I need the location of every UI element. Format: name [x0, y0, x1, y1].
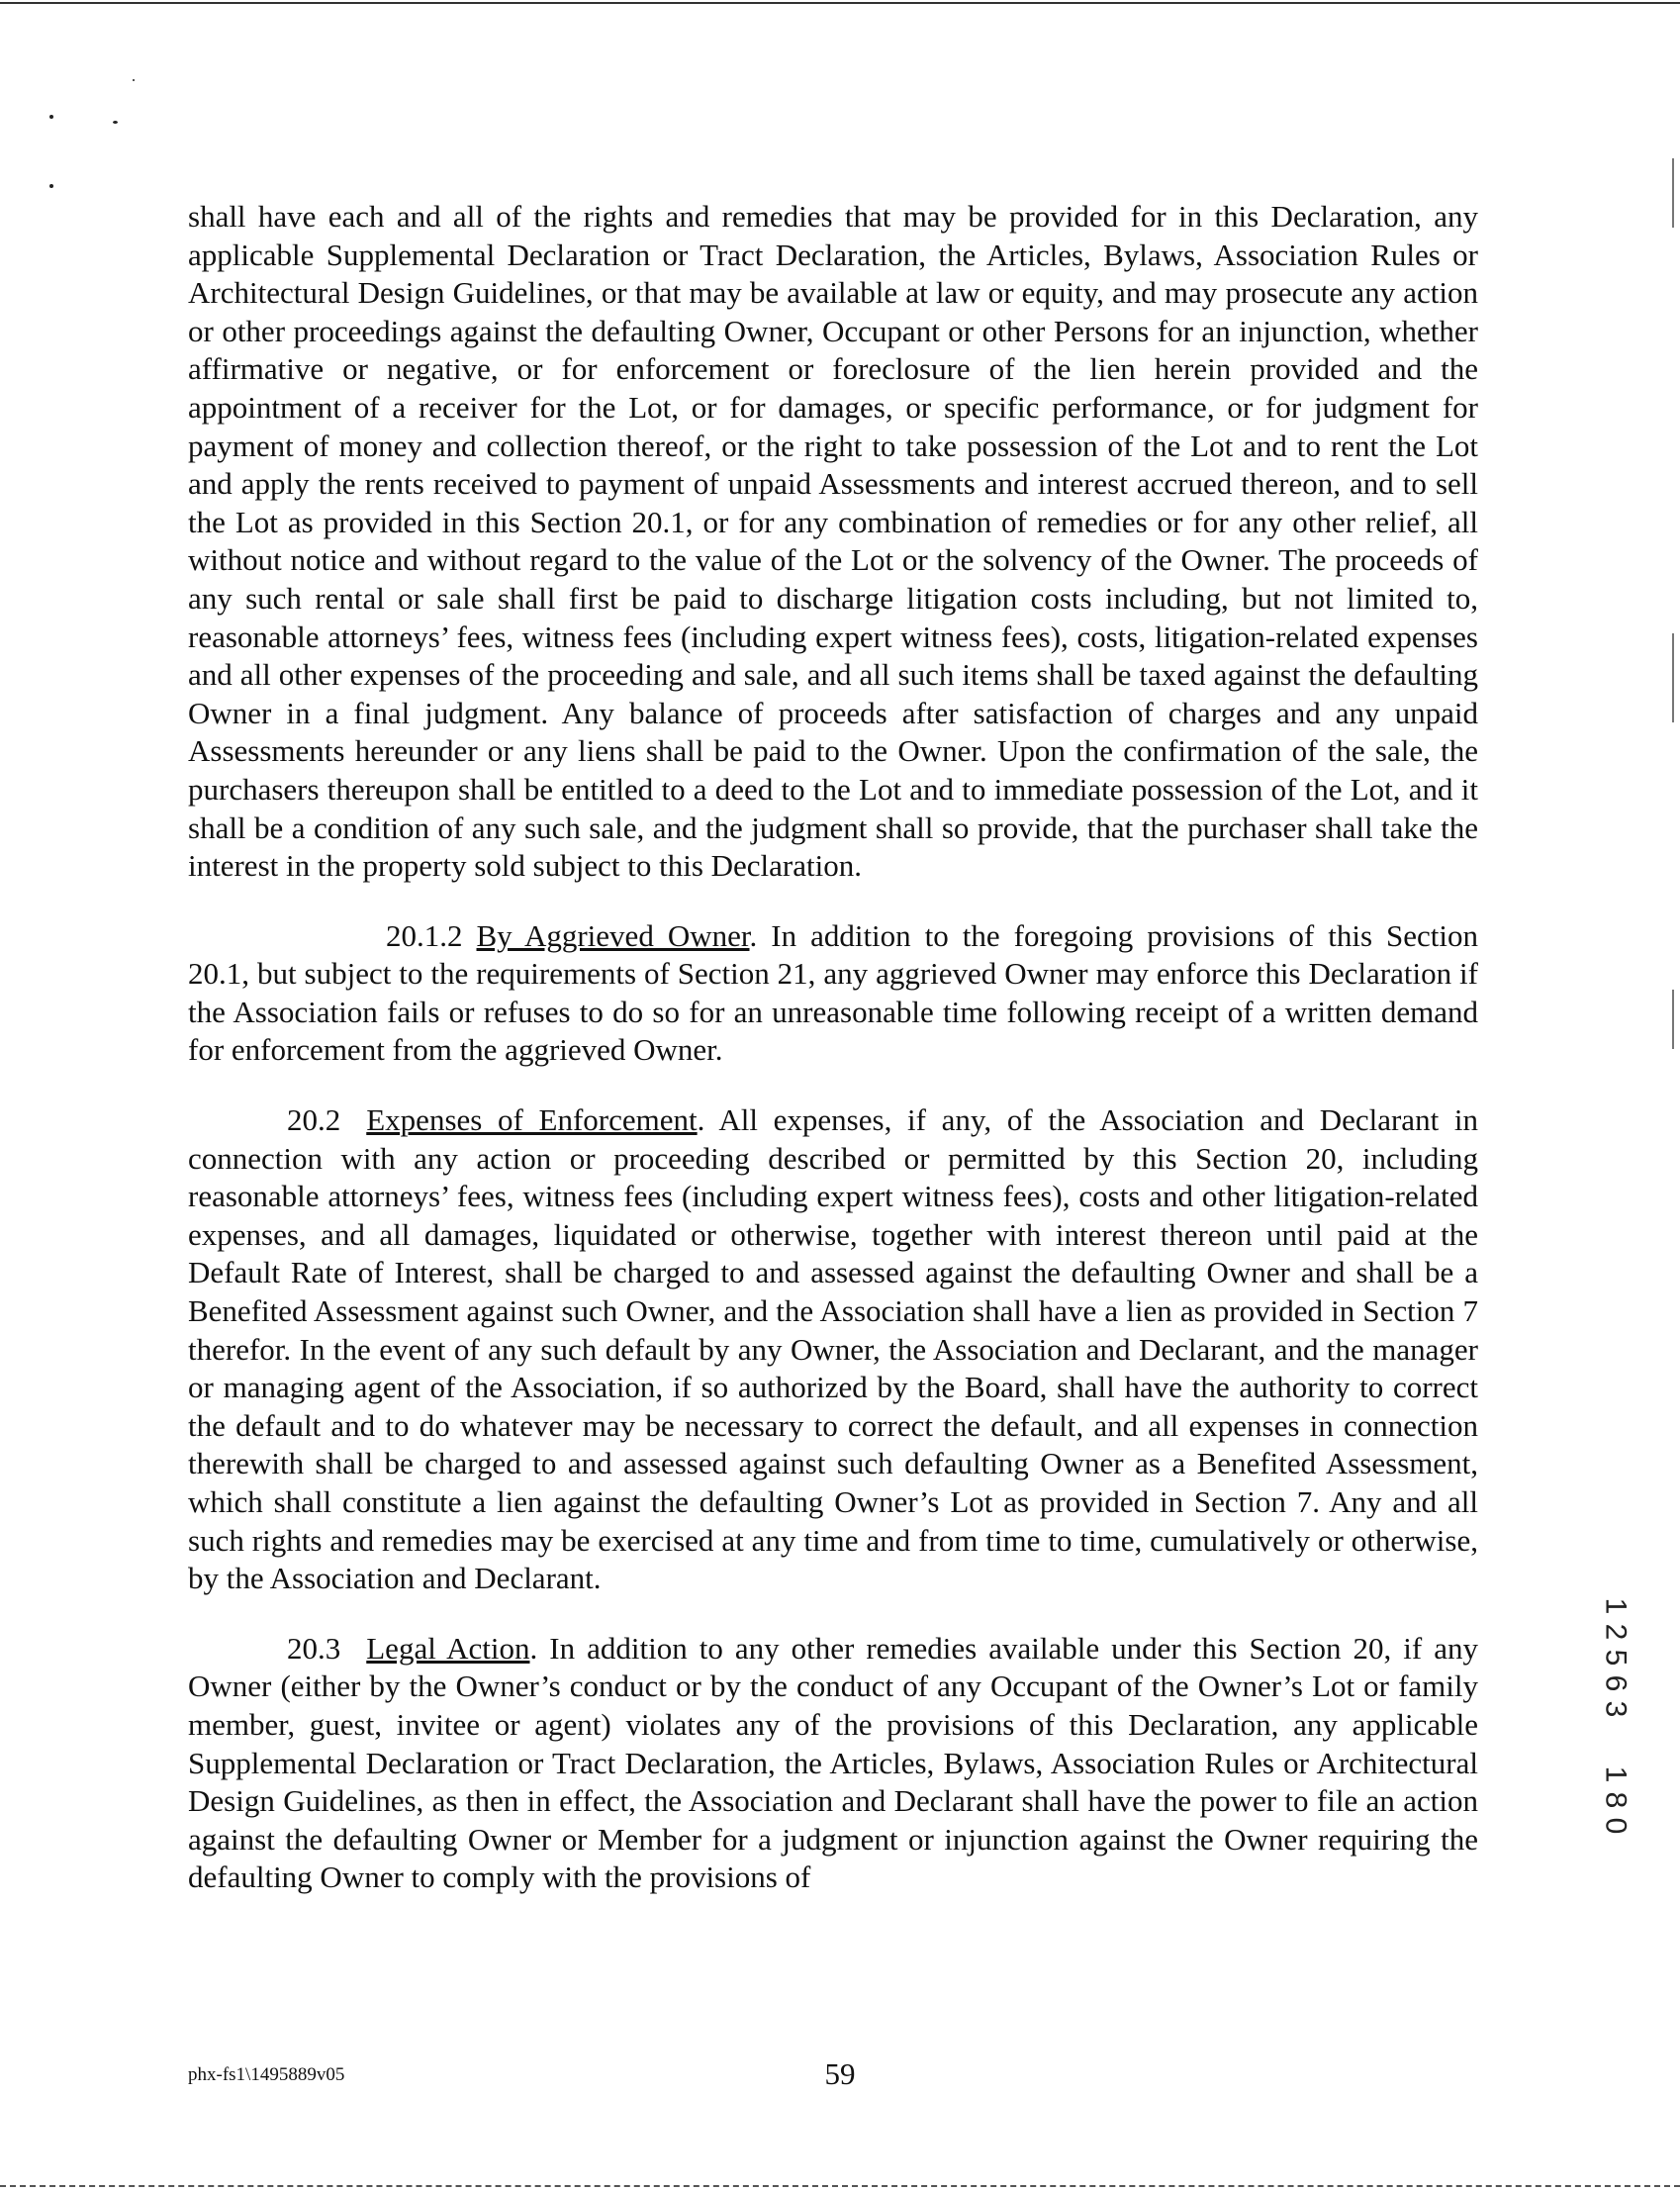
paragraph-text: shall have each and all of the rights and remedies that may be provided for in this Declaration, any applicable Supplemental Declaration or Tract Declaration, the Articles, Bylaws, Association Rules or Architectural Design Guidelines, or that may be available at law or equity, and may prosecute any action or other proceedings against the defaulting Owner, Occupant or other Persons for an injunction, whether affirmative or negative, or for enforcement or foreclosure of the lien herein provided and the appointment of a receiver for the Lot, or for damages, or specific performance, or for judgment for payment of money and collection thereof, or the right to take possession of the Lot and to rent the Lot and apply the rents received to payment of unpaid Assessments and interest accrued thereon, and to sell the Lot as provided in this Section 20.1, or for any combination of remedies or for any other relief, all without notice and without regard to the value of the Lot or the solvency of the Owner. The proceeds of any such rental or sale shall first be paid to discharge litigation costs including, but not limited to, reasonable attorneys’ fees, witness fees (including expert witness fees), costs, litigation-related expenses and all other expenses of the proceeding and sale, and all such items shall be taxed against the defaulting Owner in a final judgment. Any balance of proceeds after satisfaction of charges and any unpaid Assessments hereunder or any liens shall be paid to the Owner. Upon the confirmation of the sale, the purchasers thereupon shall be entitled to a deed to the Lot and to immediate possession of the Lot, and it shall be a condition of any such sale, and the judgment shall so provide, that the purchaser shall take the interest in the property sold subject to this Declaration. [188, 199, 1478, 884]
paragraph-text: . In addition to any other remedies available under this Section 20, if any Owner (either by the Owner’s conduct or by the conduct of any Occupant of the Owner’s Lot or family member, guest, invitee or agent) violates any of the provisions of this Declaration, any applicable Supplemental Declaration or Tract Declaration, the Articles, Bylaws, Association Rules or Architectural Design Guidelines, as then in effect, the Association and Declarant shall have the power to file an action against the defaulting Owner or Member for a judgment or injunction against the Owner requiring the defaulting Owner to comply with the provisions of [188, 1630, 1478, 1895]
scan-side-mark [1672, 633, 1674, 722]
paragraph-continuation [188, 198, 1478, 886]
paragraph-section-20-3 [188, 1630, 1478, 1897]
paragraph-text: . In addition to the foregoing provisions of this Section 20.1, but subject to the requirements of Section 21, any aggrieved Owner may enforce this Declaration if the Association fails or refuses to do so for an unreasonable time following receipt of a written demand for enforcement from the aggrieved Owner. [188, 917, 1478, 1068]
scan-bottom-edge [0, 2185, 1680, 2187]
scan-speck [49, 184, 53, 188]
stamp-char: 0 [1599, 1817, 1632, 1835]
stamp-char: 1 [1599, 1597, 1632, 1615]
scan-speck [133, 79, 135, 81]
scan-side-mark [1672, 990, 1674, 1049]
paragraph-text: . All expenses, if any, of the Association and Declarant in connection with any action or proceeding described or permitted by this Section 20, including reasonable attorneys’ fees, witness fees (including expert witness fees), costs and other litigation-related expenses, and all damages, liquidated or otherwise, together with interest thereon until paid at the Default Rate of Interest, shall be charged to and assessed against the defaulting Owner and shall be a Benefited Assessment against such Owner, and the Association shall have a lien as provided in Section 7 therefor. In the event of any such default by any Owner, the Association and Declarant, and the manager or managing agent of the Association, if so authorized by the Board, shall have the authority to correct the default and to do whatever may be necessary to correct the default, and all expenses in connection therewith shall be charged to and assessed against such defaulting Owner as a Benefited Assessment, which shall constitute a lien against the defaulting Owner’s Lot as provided in Section 7. Any and all such rights and remedies may be exercised at any time and from time to time, cumulatively or otherwise, by the Association and Declarant. [188, 1102, 1478, 1596]
section-heading: Expenses of Enforcement [366, 1102, 698, 1138]
section-number: 20.1.2 [386, 917, 463, 953]
stamp-char: 2 [1599, 1623, 1632, 1641]
stamp-char: 6 [1599, 1674, 1632, 1692]
scan-top-edge [0, 2, 1680, 4]
stamp-char: 8 [1599, 1791, 1632, 1809]
scan-speck [113, 121, 118, 124]
section-number: 20.3 [287, 1630, 341, 1666]
document-id-footer: phx-fs1\1495889v05 [188, 2064, 345, 2085]
section-heading: By Aggrieved Owner [476, 917, 750, 953]
stamp-char: 5 [1599, 1649, 1632, 1667]
section-number: 20.2 [287, 1102, 341, 1138]
paragraph-section-20-1-2 [188, 917, 1478, 1070]
scan-side-mark [1672, 158, 1674, 228]
stamp-char: 1 [1599, 1765, 1632, 1783]
scan-speck [49, 115, 53, 119]
stamp-char: 3 [1599, 1700, 1632, 1718]
document-body [188, 198, 1478, 1929]
page-number: 59 [824, 2056, 856, 2091]
paragraph-section-20-2 [188, 1101, 1478, 1598]
section-heading: Legal Action [366, 1630, 530, 1666]
recording-number-stamp [1595, 1593, 1634, 1851]
